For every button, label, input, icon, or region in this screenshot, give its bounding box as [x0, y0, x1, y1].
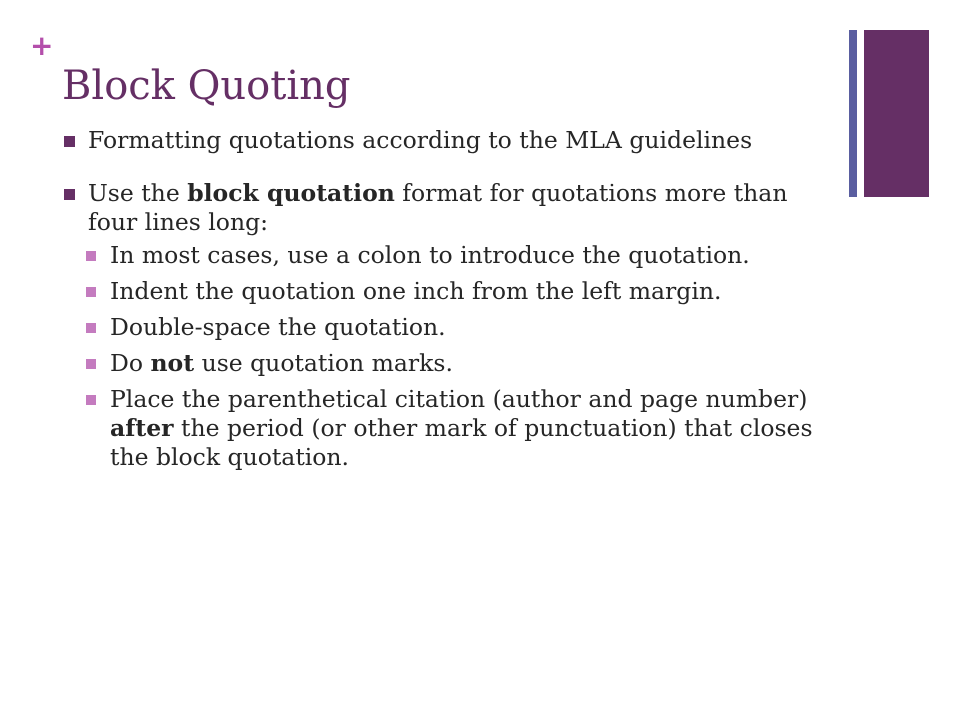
square-sub-bullet-icon — [86, 323, 96, 333]
sub-bullet-item — [86, 241, 834, 270]
square-bullet-icon — [64, 189, 75, 200]
square-bullet-icon — [64, 136, 75, 147]
bullet-item — [64, 179, 834, 472]
bullet-text: Formatting quotations according to the MLA guidelines — [88, 126, 753, 154]
sub-bullet-item — [86, 277, 834, 306]
bullet-text-after: format for quotations more than four lines long: — [88, 179, 788, 236]
slide-title: Block Quoting — [62, 63, 351, 109]
bullet-bold-text: block quotation — [187, 179, 395, 207]
bullet-text-before: Use the — [88, 179, 188, 207]
sub-bullet-item — [86, 313, 834, 342]
sub-bullet-text: In most cases, use a colon to introduce the quotation. — [110, 241, 750, 269]
square-sub-bullet-icon — [86, 287, 96, 297]
sub-bullet-text-after: use quotation marks. — [194, 349, 453, 377]
sub-bullet-text-before: Place the parenthetical citation (author and page number) — [110, 385, 808, 413]
square-sub-bullet-icon — [86, 395, 96, 405]
square-sub-bullet-icon — [86, 359, 96, 369]
sub-bullet-bold-text: after — [110, 414, 174, 442]
bullet-item — [64, 126, 834, 155]
sub-bullet-text: Double-space the quotation. — [110, 313, 446, 341]
sub-bullet-text-after: the period (or other mark of punctuation) that closes the block quotation. — [110, 414, 813, 471]
sub-bullet-text: Indent the quotation one inch from the left margin. — [110, 277, 722, 305]
sub-bullet-list — [86, 241, 834, 472]
plus-icon: + — [30, 29, 54, 62]
sub-bullet-item — [86, 385, 834, 472]
decorative-bar-thin — [849, 30, 857, 197]
sub-bullet-text-before: Do — [110, 349, 151, 377]
sub-bullet-bold-text: not — [150, 349, 195, 377]
decorative-bar-wide — [864, 30, 929, 197]
sub-bullet-item — [86, 349, 834, 378]
bullet-list — [64, 126, 834, 496]
square-sub-bullet-icon — [86, 251, 96, 261]
